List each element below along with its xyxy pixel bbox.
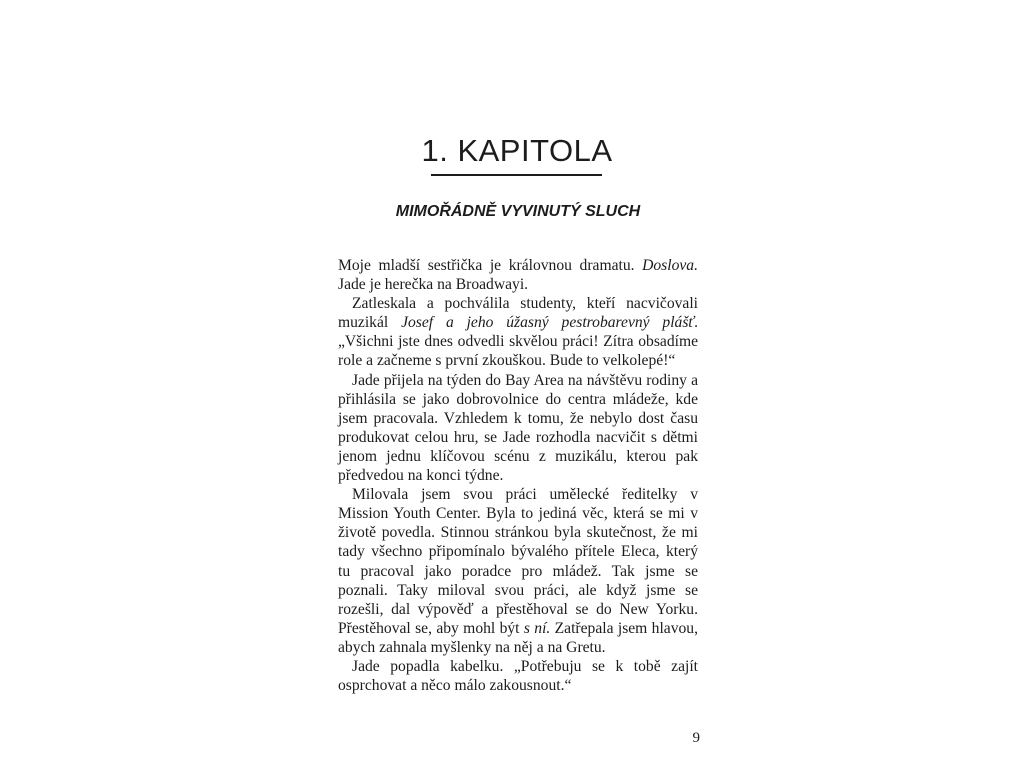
page-number: 9 [692,730,700,746]
text-segment: Jade popadla kabelku. „Potřebuju se k tobě zajít osprchovat a něco málo zakousnout.“ [338,657,698,695]
chapter-title: 1. KAPITOLA [421,133,613,168]
chapter-subtitle: MIMOŘÁDNĚ VYVINUTÝ SLUCH [395,203,641,220]
text-segment: Jade je herečka na Broadwayi. [338,276,529,294]
text-segment: Jade přijela na týden do Bay Area na návštěvu rodiny a přihlásila se jako dobrovolnice do centra mládeže, kde jsem pracovala. Vzhledem k tomu, že nebylo dost času produkovat celou hru, se Jade rozhodla nacvičit s dětmi jenom jednu klíčovou scénu z muzikálu, kterou pak předvedou na konci týdne. [338,371,698,485]
italic-text: Josef a jeho úžasný pestrobarevný plášť [401,314,695,332]
text-segment: Moje mladší sestřička je královnou dramatu. [338,257,643,274]
paragraph [338,256,698,294]
body-text [338,256,698,695]
text-segment: Zatřepala jsem hlavou, abych zahnala myšlenky na něj a na Gretu. [338,619,698,656]
paragraph [338,657,698,695]
text-segment: . „Všichni jste dnes odvedli skvělou práci! Zítra obsadíme role a začneme s první zkouškou. Bude to velkolepé!“ [338,314,699,370]
paragraph [338,485,698,657]
paragraph [338,294,698,370]
chapter-title-underline [431,174,602,176]
italic-text: Doslova. [642,257,698,274]
italic-text: s ní. [523,619,551,637]
text-segment: Milovala jsem svou práci umělecké ředitelky v Mission Youth Center. Byla to jediná věc, která se mi v životě povedla. Stinnou stránkou byla skutečnost, že mi tady všechno připomínalo bývalého přítele Eleca, který tu pracoval jako poradce pro mládež. Tak jsme se poznali. Taky miloval svou práci, ale když jsme se rozešli, dal výpověď a přestěhoval se do New Yorku. Přestěhoval se, aby mohl být [338,486,698,637]
paragraph [338,371,698,486]
text-segment: Zatleskala a pochválila studenty, kteří nacvičovali muzikál [338,295,698,332]
